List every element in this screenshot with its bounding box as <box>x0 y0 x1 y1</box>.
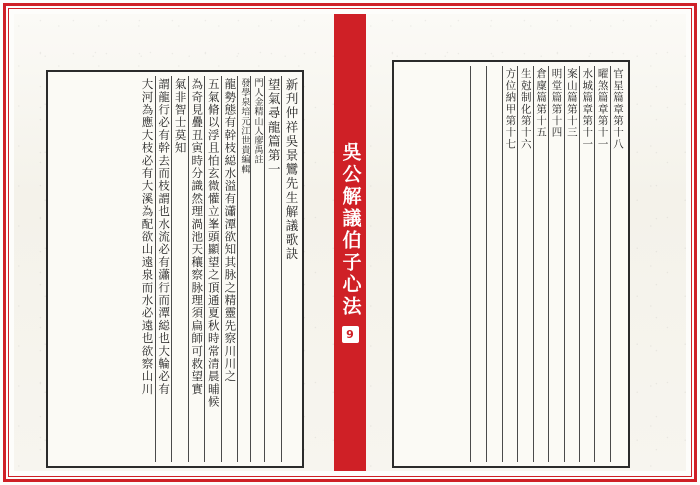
text-column-chapter: 望氣尋龍篇第一 <box>264 76 282 462</box>
page-number-badge: 9 <box>342 326 359 343</box>
text-column: 案山篇第十三 <box>564 66 579 462</box>
text-column: 為奇見疊丑寅時分識然理渦池天穰察脉理須扁師可救望實 <box>188 76 205 462</box>
spine-title: 吳公解議伯子心法 <box>339 142 362 318</box>
text-column: 官星篇章第十八 <box>610 66 625 462</box>
text-column-editor: 發學泉培元江世貴編輯 <box>237 76 250 462</box>
text-column: 五氣脩以浮且怕玄微懽立峯頭顯望之頂通夏秋時常清晨晡候 <box>204 76 221 462</box>
text-column-annotator: 門人金精山人廖禹註 <box>250 76 263 462</box>
text-column: 生尅制化第十六 <box>517 66 532 462</box>
text-column: 明堂篇第十四 <box>548 66 563 462</box>
text-column: 謂龍行必有幹去而枝謂也水流必有瀟行而潭縂也大輪必有 <box>155 76 172 462</box>
text-column: 氣非智士莫知 <box>171 76 188 462</box>
text-column: 曜煞篇章第十一 <box>594 66 609 462</box>
text-column-title: 新刋仲祥吳景鸞先生解議歌訣 <box>281 76 299 462</box>
text-column: 大河為應大枝必有大溪為配欲山遠泉而水必遠也欲察山川 <box>140 78 155 396</box>
text-column: 水城篇章第十一 <box>579 66 594 462</box>
page-border-inner <box>8 8 692 477</box>
text-column: 方位納甲第十七 <box>502 66 517 462</box>
text-column: 龍勢態有幹枝縂水溢有瀟潭欲知其脉之精靈先察川川之 <box>221 76 238 462</box>
text-column: 倉廩篇第十五 <box>533 66 548 462</box>
